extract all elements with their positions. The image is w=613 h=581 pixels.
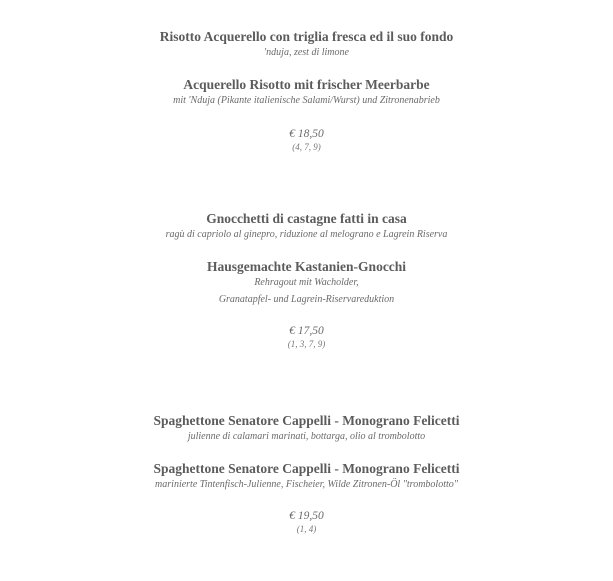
dish-allergens: (1, 3, 7, 9) (287, 339, 326, 349)
dish-2 (0, 211, 613, 350)
dish-title-german: Acquerello Risotto mit frischer Meerbarbe (183, 77, 430, 92)
dish-allergens: (1, 4) (296, 524, 317, 534)
dish-title-german: Spaghettone Senatore Cappelli - Monograno Felicetti (153, 461, 460, 476)
dish-price: € 19,50 (289, 510, 324, 522)
dish-title-italian: Spaghettone Senatore Cappelli - Monograno Felicetti (153, 413, 460, 428)
dish-allergens: (4, 7, 9) (292, 142, 321, 152)
dish-description-italian: ragù di capriolo al ginepro, riduzione al melograno e Lagrein Riserva (165, 229, 448, 240)
dish-description-german-line-2: Granatapfel- und Lagrein-Riservareduktion (218, 294, 395, 305)
dish-title-german: Hausgemachte Kastanien-Gnocchi (206, 259, 407, 274)
dish-title-italian: Risotto Acquerello con triglia fresca ed il suo fondo (159, 29, 454, 44)
dish-title-italian: Gnocchetti di castagne fatti in casa (206, 211, 407, 226)
dish-description-german: marinierte Tintenfisch-Julienne, Fischeier, Wilde Zitronen-Öl "trombolotto" (155, 479, 458, 490)
dish-price: € 18,50 (289, 128, 324, 140)
dish-price: € 17,50 (289, 325, 324, 337)
dish-3 (0, 413, 613, 535)
dish-1 (0, 29, 613, 153)
dish-description-german-line-1: Rehragout mit Wacholder, (254, 277, 359, 288)
dish-description-italian: 'nduja, zest di limone (264, 47, 349, 58)
dish-description-german: mit 'Nduja (Pikante italienische Salami/Wurst) und Zitronenabrieb (173, 95, 440, 106)
dish-description-italian: julienne di calamari marinati, bottarga, olio al trombolotto (187, 431, 426, 442)
